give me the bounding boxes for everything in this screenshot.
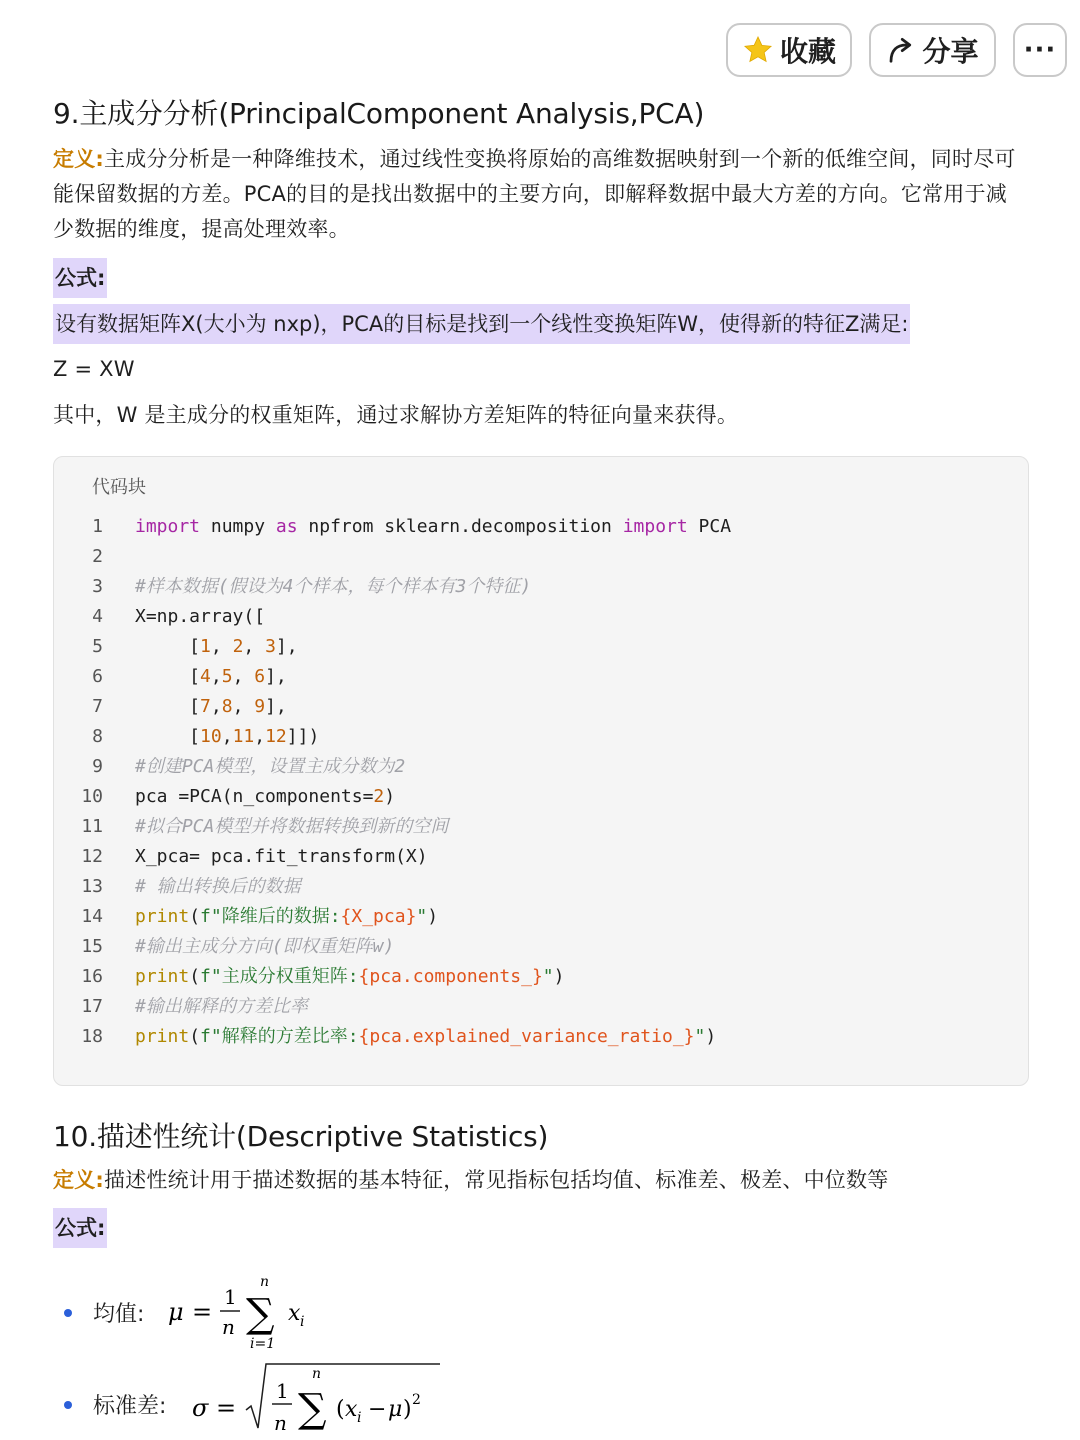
code-token: ) xyxy=(427,906,439,927)
svg-text:1: 1 xyxy=(276,1379,289,1403)
code-token: as xyxy=(275,516,298,537)
code-text xyxy=(135,842,428,872)
code-text xyxy=(135,872,301,902)
line-number: 9 xyxy=(92,756,103,777)
code-text xyxy=(135,602,265,632)
code-token: " xyxy=(416,906,428,927)
code-line xyxy=(54,902,1028,932)
code-block xyxy=(53,456,1029,1086)
more-options-button[interactable] xyxy=(1013,23,1067,77)
share-arrow-icon xyxy=(886,34,916,66)
code-text xyxy=(135,722,319,752)
line-number: 2 xyxy=(92,546,103,567)
definition-text: 主成分分析是一种降维技术，通过线性变换将原始的高维数据映射到一个新的低维空间，同时尽可能保留数据的方差。PCA的目的是找出数据中的主要方向，即解释数据中最大方差的方向。它常用于减少数据的维度，提高处理效率。 xyxy=(53,147,1016,241)
svg-text:): ) xyxy=(403,1397,412,1422)
code-token: ]]) xyxy=(286,726,320,747)
svg-text:i: i xyxy=(300,1314,305,1330)
line-number: 13 xyxy=(81,876,103,897)
code-token: 2 xyxy=(232,636,244,657)
std-label: 标准差: xyxy=(93,1394,167,1419)
code-line xyxy=(54,572,1028,602)
top-toolbar xyxy=(0,23,1080,79)
code-text xyxy=(135,572,531,602)
code-token: #拟合PCA模型并将数据转换到新的空间 xyxy=(135,816,449,837)
code-text xyxy=(135,812,448,842)
code-token: 12 xyxy=(265,726,287,747)
code-token: , xyxy=(254,726,266,747)
code-token: 6 xyxy=(254,666,266,687)
line-number: 5 xyxy=(92,636,103,657)
code-text xyxy=(135,932,394,962)
code-token: X=np.array([ xyxy=(135,606,266,627)
code-token: print xyxy=(135,906,190,927)
section-9-definition xyxy=(53,142,1028,247)
code-line xyxy=(54,1022,1028,1052)
definition-label: 定义: xyxy=(53,1168,104,1192)
list-bullet xyxy=(64,1401,72,1409)
svg-text:i=1: i=1 xyxy=(250,1336,276,1352)
code-line xyxy=(54,932,1028,962)
definition-label: 定义: xyxy=(53,147,104,171)
svg-text:n: n xyxy=(274,1411,287,1435)
line-number: 8 xyxy=(92,726,103,747)
code-token: #创建PCA模型，设置主成分数为2 xyxy=(135,756,406,777)
section-10-formula-label: 公式: xyxy=(53,1208,107,1248)
code-line xyxy=(54,872,1028,902)
code-token: 9 xyxy=(254,696,266,717)
code-text xyxy=(135,692,287,722)
code-line xyxy=(54,992,1028,1022)
code-token: pca =PCA(n_components= xyxy=(135,786,374,807)
code-text xyxy=(135,662,287,692)
code-token: f"解释的方差比率: xyxy=(200,1026,359,1047)
formula-equation: Z = XW xyxy=(53,357,135,381)
code-line xyxy=(54,512,1028,542)
code-lines xyxy=(54,512,1028,1052)
code-token: X_pca= pca.fit_transform(X) xyxy=(135,846,428,867)
code-token: {X_pca} xyxy=(340,906,417,927)
code-token: [ xyxy=(135,636,201,657)
code-token: print xyxy=(135,1026,190,1047)
mean-formula xyxy=(160,1272,340,1352)
code-token: " xyxy=(542,966,554,987)
code-token: 8 xyxy=(221,696,233,717)
code-token: #样本数据(假设为4个样本，每个样本有3个特征) xyxy=(135,576,532,597)
code-text xyxy=(135,992,308,1022)
code-block-title: 代码块 xyxy=(92,477,146,498)
svg-text:x: x xyxy=(288,1301,301,1326)
code-token: 4 xyxy=(200,666,211,687)
code-token: , xyxy=(232,696,255,717)
svg-text:σ: σ xyxy=(192,1394,209,1422)
definition-text: 描述性统计用于描述数据的基本特征，常见指标包括均值、标准差、极差、中位数等 xyxy=(104,1168,889,1192)
code-line xyxy=(54,662,1028,692)
code-token: print xyxy=(135,966,190,987)
share-label: 分享 xyxy=(922,35,979,68)
code-line xyxy=(54,722,1028,752)
mean-label: 均值: xyxy=(93,1302,145,1327)
section-10-definition xyxy=(53,1163,1028,1198)
code-token: npfrom sklearn.decomposition xyxy=(297,516,623,537)
svg-text:=: = xyxy=(192,1298,213,1326)
code-token: , xyxy=(210,666,222,687)
line-number: 11 xyxy=(81,816,103,837)
line-number: 18 xyxy=(81,1026,103,1047)
code-token: , xyxy=(232,666,255,687)
code-token: ], xyxy=(265,666,287,687)
code-token: f"降维后的数据: xyxy=(200,906,341,927)
code-token: , xyxy=(221,726,233,747)
code-token: 2 xyxy=(373,786,385,807)
section-9-title: 9.主成分分析(PrincipalComponent Analysis,PCA) xyxy=(53,97,705,130)
line-number: 7 xyxy=(92,696,103,717)
code-line xyxy=(54,962,1028,992)
code-token: #输出解释的方差比率 xyxy=(135,996,308,1017)
code-token: ], xyxy=(265,696,287,717)
svg-text:(: ( xyxy=(336,1397,345,1422)
svg-text:∑: ∑ xyxy=(298,1386,327,1432)
code-token: {pca.explained_variance_ratio_} xyxy=(358,1026,695,1047)
code-text xyxy=(135,632,298,662)
share-button[interactable] xyxy=(869,23,996,77)
code-token: ( xyxy=(189,906,201,927)
svg-text:=: = xyxy=(216,1394,237,1422)
code-token: ) xyxy=(705,1026,717,1047)
svg-text:−: − xyxy=(368,1397,387,1422)
code-token: 10 xyxy=(200,726,222,747)
line-number: 3 xyxy=(92,576,103,597)
svg-text:∑: ∑ xyxy=(246,1291,275,1337)
section-10-title: 10.描述性统计(Descriptive Statistics) xyxy=(53,1120,549,1153)
code-token: [ xyxy=(135,726,201,747)
svg-text:i: i xyxy=(357,1410,362,1426)
code-text xyxy=(135,512,731,542)
line-number: 4 xyxy=(92,606,103,627)
code-token: , xyxy=(210,636,233,657)
svg-text:1: 1 xyxy=(224,1285,237,1309)
line-number: 10 xyxy=(81,786,103,807)
code-token: 1 xyxy=(200,636,211,657)
line-number: 1 xyxy=(92,516,103,537)
code-token: #输出主成分方向(即权重矩阵w) xyxy=(135,936,395,957)
svg-text:2: 2 xyxy=(412,1392,421,1408)
code-line xyxy=(54,632,1028,662)
code-token: f"主成分权重矩阵: xyxy=(200,966,359,987)
line-number: 12 xyxy=(81,846,103,867)
code-token: [ xyxy=(135,696,201,717)
code-token: 3 xyxy=(265,636,276,657)
std-formula xyxy=(188,1358,448,1440)
code-text xyxy=(135,1022,716,1052)
code-token: ( xyxy=(189,966,201,987)
code-token: , xyxy=(243,636,266,657)
svg-text:n: n xyxy=(312,1366,322,1382)
code-token: " xyxy=(694,1026,706,1047)
line-number: 14 xyxy=(81,906,103,927)
line-number: 6 xyxy=(92,666,103,687)
code-token: import xyxy=(135,516,201,537)
code-line xyxy=(54,692,1028,722)
code-line xyxy=(54,752,1028,782)
code-token: 5 xyxy=(221,666,233,687)
formula-intro: 设有数据矩阵X(大小为 nxp)，PCA的目标是找到一个线性变换矩阵W，使得新的特征Z满足: xyxy=(53,304,910,344)
code-token: 11 xyxy=(232,726,255,747)
formula-note: 其中，W 是主成分的权重矩阵，通过求解协方差矩阵的特征向量来获得。 xyxy=(53,403,739,427)
line-number: 15 xyxy=(81,936,103,957)
code-text xyxy=(135,782,395,812)
code-token: ) xyxy=(384,786,396,807)
section-9-formula-label: 公式: xyxy=(53,258,107,298)
svg-text:n: n xyxy=(222,1315,235,1339)
code-text xyxy=(135,902,438,932)
code-token: 7 xyxy=(200,696,211,717)
list-bullet xyxy=(64,1309,72,1317)
code-token: {pca.components_} xyxy=(358,966,543,987)
code-token: # 输出转换后的数据 xyxy=(135,876,301,897)
code-text xyxy=(135,752,405,782)
svg-text:μ: μ xyxy=(168,1298,184,1326)
code-token: ], xyxy=(275,636,298,657)
code-token: [ xyxy=(135,666,201,687)
code-token: import xyxy=(622,516,688,537)
code-token: ) xyxy=(553,966,565,987)
favorite-label: 收藏 xyxy=(779,35,836,68)
more-icon: ··· xyxy=(1023,35,1057,65)
favorite-button[interactable] xyxy=(726,23,852,77)
code-line xyxy=(54,812,1028,842)
code-line xyxy=(54,782,1028,812)
svg-text:μ: μ xyxy=(388,1397,403,1422)
code-token: numpy xyxy=(200,516,276,537)
code-line xyxy=(54,542,1028,572)
svg-text:n: n xyxy=(260,1274,270,1290)
code-line xyxy=(54,842,1028,872)
code-text xyxy=(135,962,564,992)
star-icon xyxy=(742,34,774,66)
code-token: PCA xyxy=(687,516,732,537)
code-token: ( xyxy=(189,1026,201,1047)
code-line xyxy=(54,602,1028,632)
line-number: 16 xyxy=(81,966,103,987)
line-number: 17 xyxy=(81,996,103,1017)
svg-text:x: x xyxy=(345,1397,358,1422)
code-token: , xyxy=(210,696,222,717)
